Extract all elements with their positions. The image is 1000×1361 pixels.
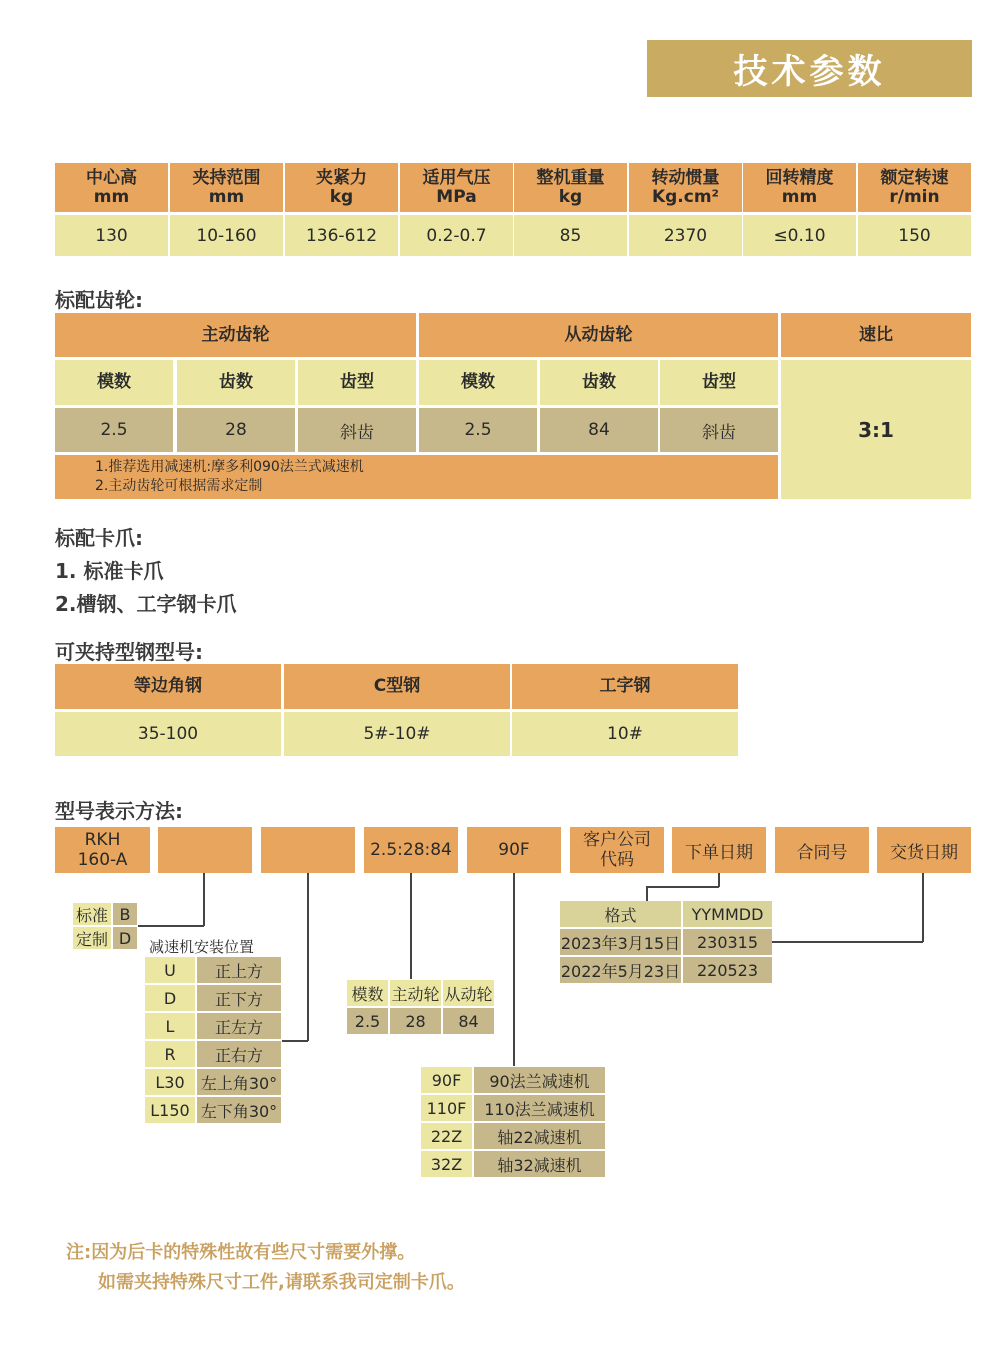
gear-value-4: 84	[540, 408, 658, 452]
gear-subheader-4: 齿数	[540, 360, 658, 405]
std-code-1: D	[113, 927, 137, 949]
gear-subheader-2: 齿型	[298, 360, 416, 405]
mount-code-3: R	[145, 1041, 195, 1067]
spec-value-3: 0.2-0.7	[400, 215, 513, 256]
spec-value-1: 10-160	[170, 215, 283, 256]
connector-std-v	[203, 873, 205, 926]
gear-mini-header-0: 模数	[347, 980, 388, 1006]
spec-header-name: 额定转速	[880, 167, 949, 188]
connector-date-h	[646, 886, 719, 888]
mount-code-0: U	[145, 957, 195, 983]
gear-section-title: 标配齿轮:	[55, 288, 143, 312]
date-row-date-1: 2022年5月23日	[560, 957, 681, 983]
gear-mini-header-1: 主动轮	[390, 980, 441, 1006]
steel-header-1: C型钢	[284, 664, 510, 709]
gear-subheader-3: 模数	[419, 360, 537, 405]
spec-header-name: 回转精度	[765, 167, 834, 188]
steel-value-1: 5#-10#	[284, 712, 510, 756]
std-label-1: 定制	[73, 927, 111, 949]
spec-header-name: 适用气压	[422, 167, 491, 188]
gear-subheader-1: 齿数	[177, 360, 295, 405]
gear-ratio-header: 速比	[781, 313, 971, 357]
spec-header-name: 中心高	[86, 167, 137, 188]
spec-value-5: 2370	[629, 215, 742, 256]
spec-header-7	[858, 163, 971, 212]
spec-header-3	[400, 163, 513, 212]
spec-header-5	[629, 163, 742, 212]
date-header-1: YYMMDD	[683, 901, 772, 927]
connector-mount-h	[282, 1040, 308, 1042]
model-box-reducer: 90F	[467, 827, 561, 873]
model-box-delivery-date: 交货日期	[877, 827, 971, 873]
footer-note-line1: 注:因为后卡的特殊性故有些尺寸需要外撑。	[66, 1242, 416, 1263]
connector-date-v1	[718, 873, 720, 887]
spec-header-unit: Kg.cm²	[651, 186, 720, 207]
mount-code-1: D	[145, 985, 195, 1011]
steel-value-2: 10#	[512, 712, 738, 756]
footer-note-line2: 如需夹持特殊尺寸工件,请联系我司定制卡爪。	[98, 1272, 465, 1293]
banner-title: 技术参数	[733, 52, 886, 92]
gear-ratio-value: 3:1	[781, 360, 971, 499]
spec-header-unit: kg	[558, 186, 583, 207]
gear-mini-value-1: 28	[390, 1008, 441, 1034]
model-box-mount	[261, 827, 355, 873]
date-row-code-0: 230315	[683, 929, 772, 955]
spec-header-unit: kg	[329, 186, 354, 207]
footer-note	[66, 1238, 465, 1298]
claw-item-2: 2.槽钢、工字钢卡爪	[55, 592, 237, 616]
gear-value-3: 2.5	[419, 408, 537, 452]
mount-label-3: 正右方	[197, 1041, 281, 1067]
gear-value-5: 斜齿	[660, 408, 778, 452]
steel-header-0: 等边角钢	[55, 664, 281, 709]
reducer-code-2: 22Z	[421, 1123, 472, 1149]
gear-mini-value-2: 84	[443, 1008, 494, 1034]
reducer-code-3: 32Z	[421, 1151, 472, 1177]
connector-date-v2	[646, 886, 648, 901]
mount-table-title: 减速机安装位置	[149, 938, 255, 956]
mount-label-5: 左下角30°	[197, 1097, 281, 1123]
mount-label-4: 左上角30°	[197, 1069, 281, 1095]
gear-subheader-0: 模数	[55, 360, 173, 405]
claw-section-title: 标配卡爪:	[55, 526, 143, 550]
spec-value-4: 85	[514, 215, 627, 256]
mount-label-1: 正下方	[197, 985, 281, 1011]
model-box-customer	[570, 827, 664, 873]
mount-code-5: L150	[145, 1097, 195, 1123]
model-box-series-line1: RKH	[84, 830, 121, 850]
gear-driven-header: 从动齿轮	[419, 313, 778, 357]
spec-header-4	[514, 163, 627, 212]
model-box-series-line2: 160-A	[77, 850, 128, 870]
steel-value-0: 35-100	[55, 712, 281, 756]
model-box-contract: 合同号	[775, 827, 869, 873]
connector-delivery-v	[922, 873, 924, 942]
spec-value-7: 150	[858, 215, 971, 256]
reducer-code-0: 90F	[421, 1067, 472, 1093]
steel-section-title: 可夹持型钢型号:	[55, 640, 203, 664]
spec-header-6	[743, 163, 856, 212]
claw-item-1: 1. 标准卡爪	[55, 559, 164, 583]
spec-header-0	[55, 163, 168, 212]
std-label-0: 标准	[73, 903, 111, 925]
model-box-gear: 2.5:28:84	[364, 827, 458, 873]
spec-value-0: 130	[55, 215, 168, 256]
gear-driving-header: 主动齿轮	[55, 313, 416, 357]
connector-gear-v	[410, 873, 412, 979]
connector-reducer-v	[513, 873, 515, 1066]
model-section-title: 型号表示方法:	[55, 799, 183, 823]
gear-mini-value-0: 2.5	[347, 1008, 388, 1034]
mount-label-2: 正左方	[197, 1013, 281, 1039]
reducer-label-3: 轴32减速机	[474, 1151, 605, 1177]
connector-std-h	[138, 925, 204, 927]
spec-header-name: 转动惯量	[651, 167, 720, 188]
date-row-date-0: 2023年3月15日	[560, 929, 681, 955]
std-code-0: B	[113, 903, 137, 925]
reducer-label-2: 轴22减速机	[474, 1123, 605, 1149]
spec-header-unit: MPa	[436, 186, 477, 207]
spec-header-name: 夹持范围	[192, 167, 261, 188]
steel-header-2: 工字钢	[512, 664, 738, 709]
model-box-customer-line1: 客户公司	[583, 830, 651, 850]
spec-header-unit: r/min	[889, 186, 940, 207]
model-box-series	[55, 827, 150, 873]
connector-mount-v	[307, 873, 309, 1041]
date-header-0: 格式	[560, 901, 681, 927]
model-box-customer-line2: 代码	[600, 850, 634, 870]
spec-header-name: 夹紧力	[316, 167, 367, 188]
spec-header-2	[285, 163, 398, 212]
connector-delivery-h	[772, 941, 923, 943]
mount-label-0: 正上方	[197, 957, 281, 983]
gear-notes	[55, 455, 778, 499]
title-banner	[647, 40, 972, 97]
spec-header-unit: mm	[208, 186, 245, 207]
date-row-code-1: 220523	[683, 957, 772, 983]
gear-note-2: 2.主动齿轮可根据需求定制	[95, 478, 263, 494]
gear-value-1: 28	[177, 408, 295, 452]
gear-value-2: 斜齿	[298, 408, 416, 452]
mount-code-4: L30	[145, 1069, 195, 1095]
gear-note-1: 1.推荐选用减速机:摩多利090法兰式减速机	[95, 459, 364, 475]
spec-header-1	[170, 163, 283, 212]
reducer-label-1: 110法兰减速机	[474, 1095, 605, 1121]
spec-header-unit: mm	[781, 186, 818, 207]
spec-header-name: 整机重量	[536, 167, 605, 188]
gear-subheader-5: 齿型	[660, 360, 778, 405]
model-box-std	[158, 827, 252, 873]
spec-value-6: ≤0.10	[743, 215, 856, 256]
model-box-order-date: 下单日期	[672, 827, 766, 873]
spec-header-unit: mm	[93, 186, 130, 207]
mount-code-2: L	[145, 1013, 195, 1039]
spec-value-2: 136-612	[285, 215, 398, 256]
gear-value-0: 2.5	[55, 408, 173, 452]
gear-mini-header-2: 从动轮	[443, 980, 494, 1006]
reducer-code-1: 110F	[421, 1095, 472, 1121]
reducer-label-0: 90法兰减速机	[474, 1067, 605, 1093]
